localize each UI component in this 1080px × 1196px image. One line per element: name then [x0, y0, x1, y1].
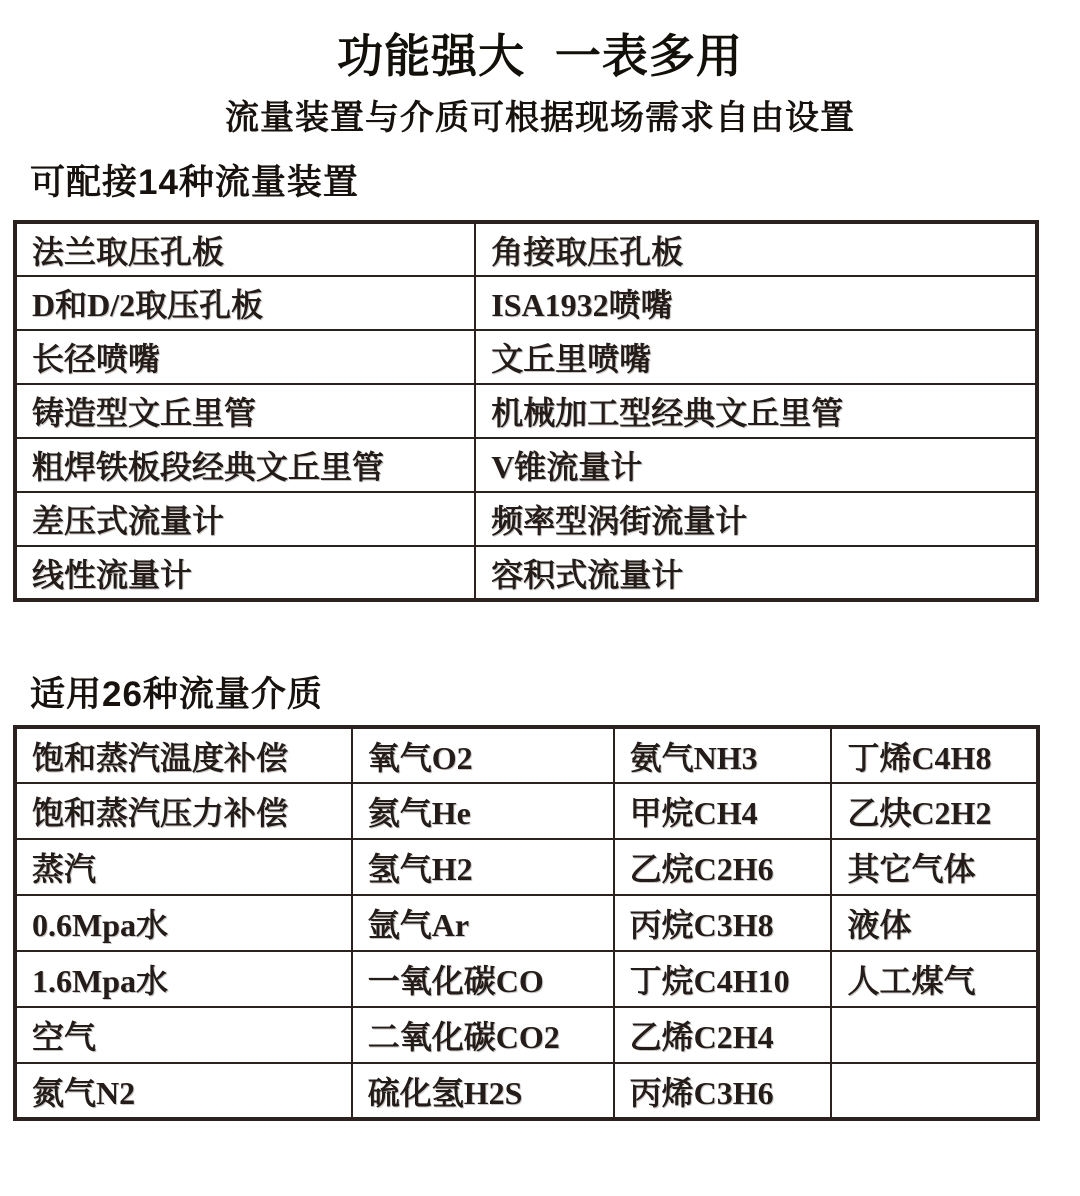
table-cell — [831, 1063, 1038, 1119]
table-row — [15, 1063, 1038, 1119]
media-table — [13, 725, 1040, 1121]
table-row — [15, 330, 1037, 384]
table-cell: 空气 — [15, 1007, 352, 1063]
table-cell: 丙烷C3H8 — [614, 895, 832, 951]
table-cell — [831, 1007, 1038, 1063]
table-cell: 0.6Mpa水 — [15, 895, 352, 951]
table-row — [15, 438, 1037, 492]
table-cell: 法兰取压孔板 — [15, 222, 475, 276]
table-cell: 氧气O2 — [352, 727, 614, 783]
table-cell: 甲烷CH4 — [614, 783, 832, 839]
table-cell: 角接取压孔板 — [475, 222, 1037, 276]
table-cell: 一氧化碳CO — [352, 951, 614, 1007]
table-cell: 丁烯C4H8 — [831, 727, 1038, 783]
table-row — [15, 1007, 1038, 1063]
table-cell: 人工煤气 — [831, 951, 1038, 1007]
table-row — [15, 276, 1037, 330]
table-row — [15, 546, 1037, 600]
devices-table-body — [15, 222, 1037, 600]
table-cell: ISA1932喷嘴 — [475, 276, 1037, 330]
table-cell: 氩气Ar — [352, 895, 614, 951]
table-cell: 丙烯C3H6 — [614, 1063, 832, 1119]
table-cell: 1.6Mpa水 — [15, 951, 352, 1007]
table-cell: 长径喷嘴 — [15, 330, 475, 384]
table-cell: 机械加工型经典文丘里管 — [475, 384, 1037, 438]
table-row — [15, 492, 1037, 546]
table-cell: 文丘里喷嘴 — [475, 330, 1037, 384]
media-section-heading: 适用26种流量介质 — [30, 675, 323, 714]
table-row — [15, 895, 1038, 951]
table-cell: 饱和蒸汽温度补偿 — [15, 727, 352, 783]
media-table-body — [15, 727, 1038, 1119]
devices-section-heading: 可配接14种流量装置 — [30, 163, 359, 202]
table-cell: 差压式流量计 — [15, 492, 475, 546]
table-cell: 乙炔C2H2 — [831, 783, 1038, 839]
table-cell: 氦气He — [352, 783, 614, 839]
table-cell: 饱和蒸汽压力补偿 — [15, 783, 352, 839]
table-row — [15, 222, 1037, 276]
table-row — [15, 727, 1038, 783]
table-cell: 氮气N2 — [15, 1063, 352, 1119]
table-cell: 硫化氢H2S — [352, 1063, 614, 1119]
table-cell: 氢气H2 — [352, 839, 614, 895]
table-cell: D和D/2取压孔板 — [15, 276, 475, 330]
table-cell: 乙烯C2H4 — [614, 1007, 832, 1063]
table-cell: 二氧化碳CO2 — [352, 1007, 614, 1063]
table-cell: 线性流量计 — [15, 546, 475, 600]
table-cell: 频率型涡街流量计 — [475, 492, 1037, 546]
table-row — [15, 783, 1038, 839]
table-cell: 其它气体 — [831, 839, 1038, 895]
table-cell: 丁烷C4H10 — [614, 951, 832, 1007]
devices-table — [13, 220, 1039, 602]
table-row — [15, 384, 1037, 438]
table-cell: 蒸汽 — [15, 839, 352, 895]
table-cell: 容积式流量计 — [475, 546, 1037, 600]
page-subtitle: 流量装置与介质可根据现场需求自由设置 — [225, 99, 855, 137]
page-title: 功能强大 一表多用 — [337, 30, 743, 82]
table-cell: 氨气NH3 — [614, 727, 832, 783]
table-cell: 液体 — [831, 895, 1038, 951]
table-cell: 粗焊铁板段经典文丘里管 — [15, 438, 475, 492]
table-row — [15, 839, 1038, 895]
table-cell: 乙烷C2H6 — [614, 839, 832, 895]
table-row — [15, 951, 1038, 1007]
table-cell: V锥流量计 — [475, 438, 1037, 492]
table-cell: 铸造型文丘里管 — [15, 384, 475, 438]
